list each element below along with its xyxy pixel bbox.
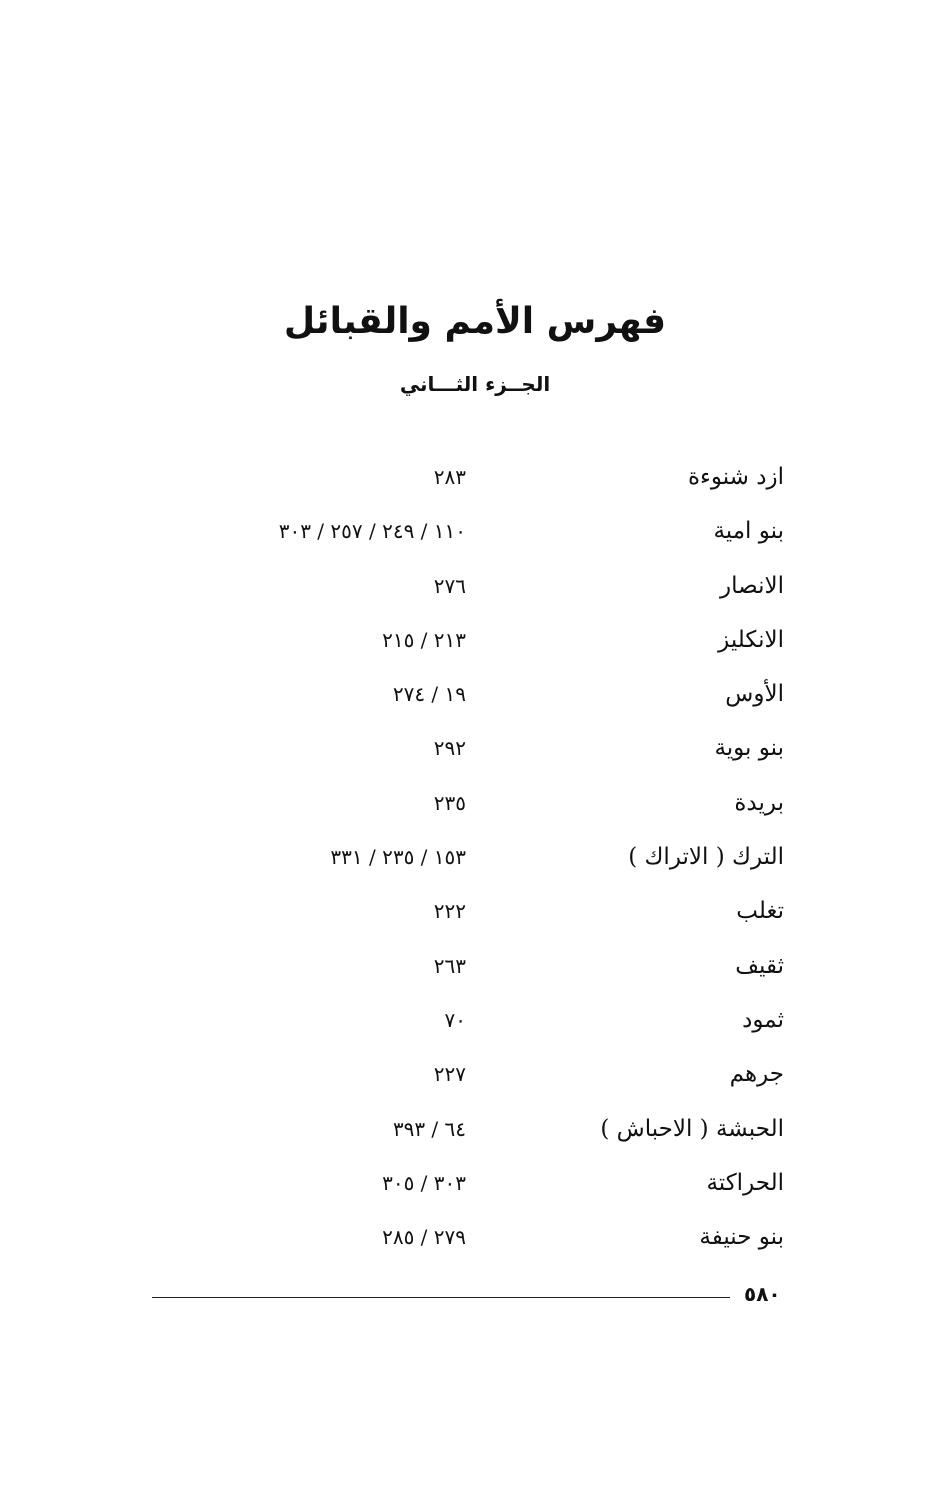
entry-page-refs: ٢٣٥ — [433, 790, 466, 815]
index-entry — [0, 617, 950, 671]
entry-name: تغلب — [736, 898, 784, 925]
entry-name: بنو امية — [713, 518, 784, 545]
footer-rule — [152, 1297, 730, 1298]
entry-name: الأوس — [725, 681, 784, 708]
index-entry — [0, 780, 950, 834]
entry-name: ثمود — [742, 1006, 784, 1033]
entry-name: الانصار — [720, 572, 784, 599]
entry-name: جرهم — [729, 1061, 784, 1088]
index-entry — [0, 1160, 950, 1214]
entry-page-refs: ٢٢٢ — [433, 899, 466, 924]
entry-name: بريدة — [734, 789, 784, 816]
page-number: ٥٨٠ — [744, 1282, 781, 1306]
entry-page-refs: ٢٨٣ — [433, 465, 466, 489]
entry-page-refs: ٢٢٧ — [433, 1062, 466, 1087]
index-entry — [0, 1214, 950, 1268]
entry-page-refs: ١١٠ / ٢٤٩ / ٢٥٧ / ٣٠٣ — [278, 519, 466, 544]
entry-page-refs: ٦٤ / ٣٩٣ — [392, 1116, 466, 1141]
index-entry — [0, 1106, 950, 1160]
index-title: فهرس الأمم والقبائل — [283, 301, 667, 342]
entry-page-refs: ٧٠ — [444, 1007, 466, 1032]
entry-page-refs: ٢٦٣ — [433, 953, 466, 978]
entry-name: ازد شنوءة — [687, 464, 784, 490]
index-entry — [0, 834, 950, 888]
entry-name: بنو بوية — [714, 735, 784, 762]
index-entry — [0, 671, 950, 725]
entry-page-refs: ٢٧٩ / ٢٨٥ — [382, 1225, 466, 1250]
entry-page-refs: ١٩ / ٢٧٤ — [392, 682, 466, 707]
entry-name: الحبشة ( الاحباش ) — [600, 1115, 784, 1142]
entry-page-refs: ٢٩٢ — [433, 736, 466, 761]
index-entry — [0, 725, 950, 779]
index-entry — [0, 943, 950, 997]
entry-name: ثقيف — [735, 952, 784, 979]
entry-page-refs: ٢١٣ / ٢١٥ — [382, 627, 466, 652]
index-entry — [0, 997, 950, 1051]
entry-name: الحراكتة — [706, 1169, 784, 1196]
index-entries-list — [0, 454, 950, 1269]
index-entry — [0, 888, 950, 942]
entry-name: بنو حنيفة — [699, 1224, 784, 1251]
entry-page-refs: ١٥٣ / ٢٣٥ / ٣٣١ — [330, 845, 466, 870]
index-entry — [0, 508, 950, 562]
entry-name: الانكليز — [718, 626, 784, 653]
entry-page-refs: ٢٧٦ — [433, 573, 466, 598]
index-entry — [0, 563, 950, 617]
index-entry — [0, 454, 950, 508]
entry-name: الترك ( الاتراك ) — [628, 844, 784, 871]
entry-page-refs: ٣٠٣ / ٣٠٥ — [382, 1170, 466, 1195]
index-entry — [0, 1051, 950, 1105]
volume-subtitle: الجــزء الثـــاني — [399, 372, 551, 396]
